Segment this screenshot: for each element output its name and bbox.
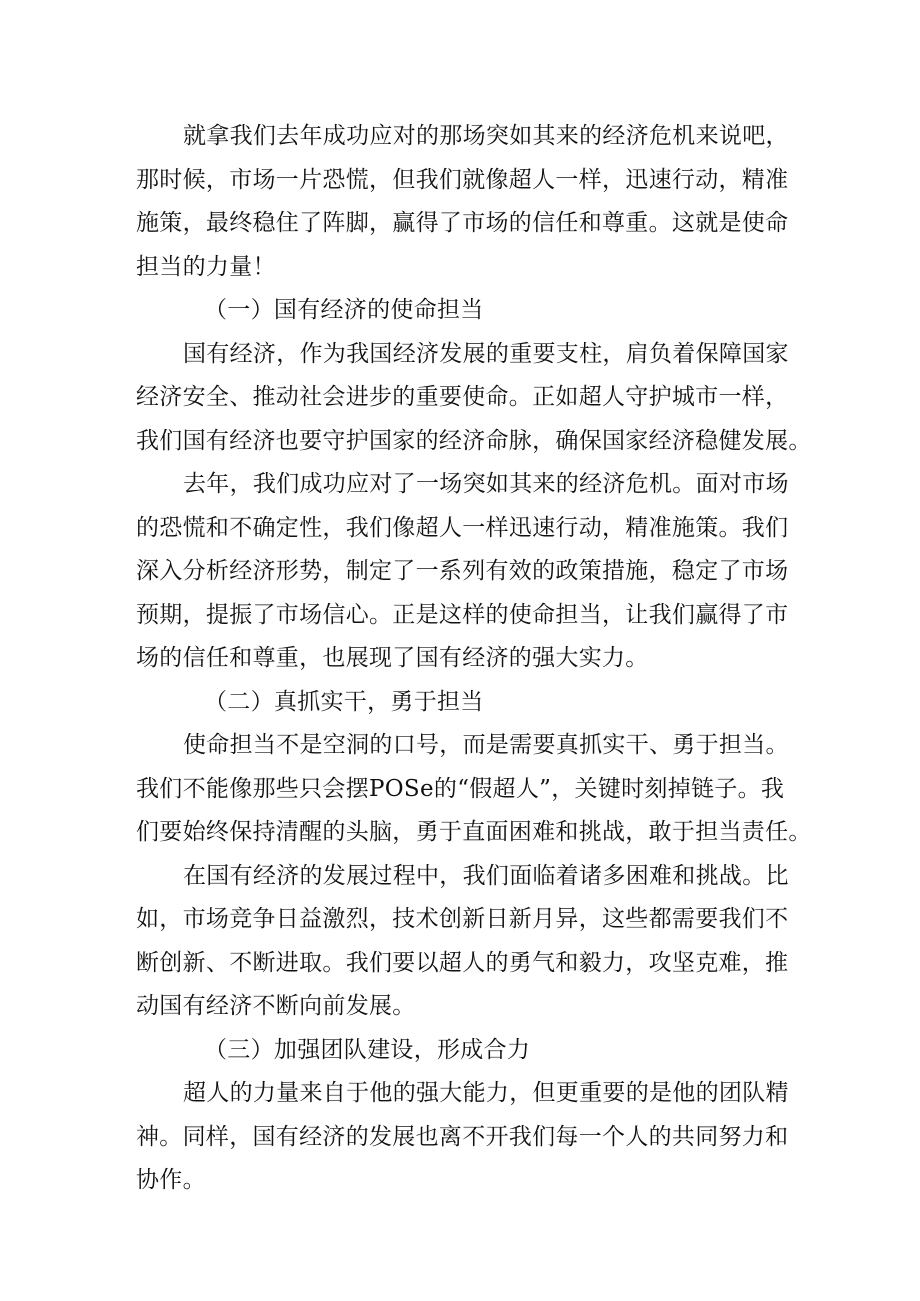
paragraph-1a <box>136 333 820 464</box>
section-heading-1 <box>136 289 820 333</box>
section-heading-2 <box>136 681 820 725</box>
text-line: 如，市场竞争日益激烈，技术创新日新月异，这些都需要我们不 <box>136 906 789 932</box>
paragraph-3a <box>136 1072 820 1203</box>
paragraph-1b <box>136 463 820 681</box>
heading-line: （二）真抓实干，勇于担当 <box>204 688 484 715</box>
paragraph-2a <box>136 724 820 855</box>
text-line: 那时候，市场一片恐慌，但我们就像超人一样，迅速行动，精准 <box>136 166 789 193</box>
text-line: 超人的力量来自于他的强大能力，但更重要的是他的团队精 <box>183 1080 789 1106</box>
text-line: 使命担当不是空洞的口号，而是需要真抓实干、勇于担当。 <box>183 732 789 758</box>
text-line: 深入分析经济形势，制定了一系列有效的政策措施，稳定了市场 <box>136 558 789 584</box>
text-line: 协作。 <box>136 1167 206 1193</box>
text-line: 动国有经济不断向前发展。 <box>136 993 416 1019</box>
text-line: 断创新、不断进取。我们要以超人的勇气和毅力，攻坚克难，推 <box>136 949 789 976</box>
paragraph-intro <box>136 115 820 289</box>
text-line: 预期，提振了市场信心。正是这样的使命担当，让我们赢得了市 <box>136 601 789 628</box>
text-line: 就拿我们去年成功应对的那场突如其来的经济危机来说吧， <box>183 123 789 149</box>
text-line: 我们不能像那些只会摆POSe的“假超人”，关键时刻掉链子。我 <box>136 775 785 802</box>
text-line: 我们国有经济也要守护国家的经济命脉，确保国家经济稳健发展。 <box>136 427 812 454</box>
text-line: 神。同样，国有经济的发展也离不开我们每一个人的共同努力和 <box>136 1123 789 1150</box>
paragraph-2b <box>136 855 820 1029</box>
text-line: 施策，最终稳住了阵脚，赢得了市场的信任和尊重。这就是使命 <box>136 210 789 236</box>
text-line: 国有经济，作为我国经济发展的重要支柱，肩负着保障国家 <box>183 340 789 367</box>
heading-line: （一）国有经济的使命担当 <box>204 297 484 323</box>
text-line: 去年，我们成功应对了一场突如其来的经济危机。面对市场 <box>183 471 789 497</box>
text-line: 场的信任和尊重，也展现了国有经济的强大实力。 <box>136 645 649 671</box>
text-line: 担当的力量！ <box>136 253 276 280</box>
text-line: 的恐慌和不确定性，我们像超人一样迅速行动，精准施策。我们 <box>136 514 789 541</box>
text-line: 在国有经济的发展过程中，我们面临着诸多困难和挑战。比 <box>183 862 789 889</box>
text-line: 经济安全、推动社会进步的重要使命。正如超人守护城市一样， <box>136 384 789 410</box>
section-heading-3 <box>136 1029 820 1073</box>
heading-line: （三）加强团队建设，形成合力 <box>204 1036 531 1063</box>
text-line: 们要始终保持清醒的头脑，勇于直面困难和挑战，敢于担当责任。 <box>136 819 812 845</box>
